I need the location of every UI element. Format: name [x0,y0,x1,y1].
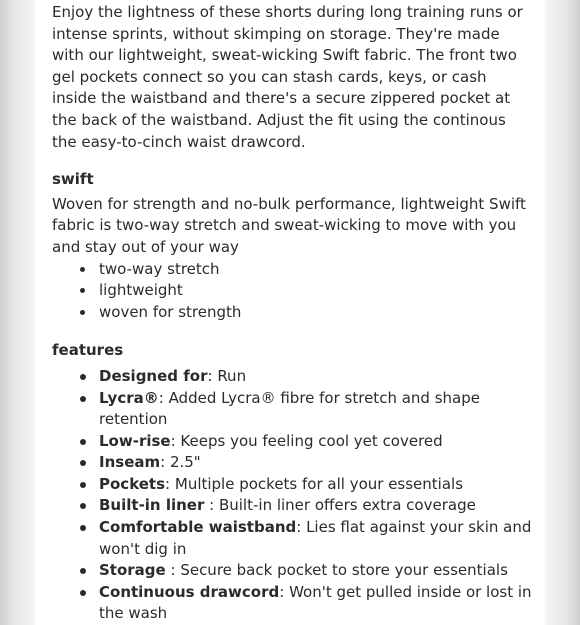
list-item [99,431,532,453]
feature-term: Lycra® [99,388,159,407]
product-description-panel [36,0,544,623]
list-item [99,495,532,517]
feature-separator: : [158,388,169,407]
intro-paragraph: Enjoy the lightness of these shorts during long training runs or intense sprints, without skimping on storage. They're made with our lightweight, sweat-wicking Swift fabric. The front two gel pockets connect so you can stash cards, keys, or cash inside the waistband and there's a secure zippered pocket at the back of the waistband. Adjust the fit using the continous the easy-to-cinch waist drawcord. [52,3,523,151]
feature-separator: : [170,431,181,450]
feature-term: Comfortable waistband [99,518,297,537]
list-item [99,388,532,431]
list-item [99,280,532,302]
list-item [99,517,532,560]
features-list [52,366,532,625]
feature-separator: : [165,561,181,580]
swift-heading: swift [52,170,94,189]
list-item [99,474,532,496]
list-item [99,582,532,625]
feature-text: Secure back pocket to store your essentials [180,561,508,580]
feature-term: Inseam [99,453,161,472]
list-item [99,452,532,474]
feature-term: Built-in liner [99,496,205,515]
features-heading: features [52,341,124,360]
bullet-text: lightweight [99,281,183,300]
list-item [99,302,532,324]
feature-separator: : [296,518,307,537]
list-item [99,366,532,388]
feature-term: Storage [99,561,166,580]
swift-bullet-list [52,259,532,324]
bullet-text: woven for strength [99,302,242,321]
swift-description: Woven for strength and no-bulk performance, lightweight Swift fabric is two-way stretch and sweat-wicking to move with you and stay out of your way [52,194,526,256]
feature-separator: : [160,453,170,472]
description-content [52,2,532,625]
feature-text: Multiple pockets for all your essentials [174,474,464,493]
feature-text: 2.5" [169,453,201,472]
feature-text: Lies flat against your skin and won't dig in [99,518,532,558]
feature-term: Continuous drawcord [99,582,280,601]
bullet-text: two-way stretch [99,259,220,278]
feature-text: Added Lycra® fibre for stretch and shape retention [99,388,480,429]
feature-text: Keeps you feeling cool yet covered [180,431,443,450]
feature-separator: : [207,366,218,385]
list-item [99,560,532,582]
feature-text: Won't get pulled inside or lost in the wash [99,582,532,623]
feature-separator: : [204,496,219,515]
feature-term: Low-rise [99,431,171,450]
feature-separator: : [165,474,175,493]
feature-text: Run [217,366,247,385]
feature-text: Built-in liner offers extra coverage [218,496,476,515]
feature-term: Designed for [99,366,208,385]
feature-separator: : [279,582,290,601]
list-item [99,259,532,281]
feature-term: Pockets [99,474,166,493]
